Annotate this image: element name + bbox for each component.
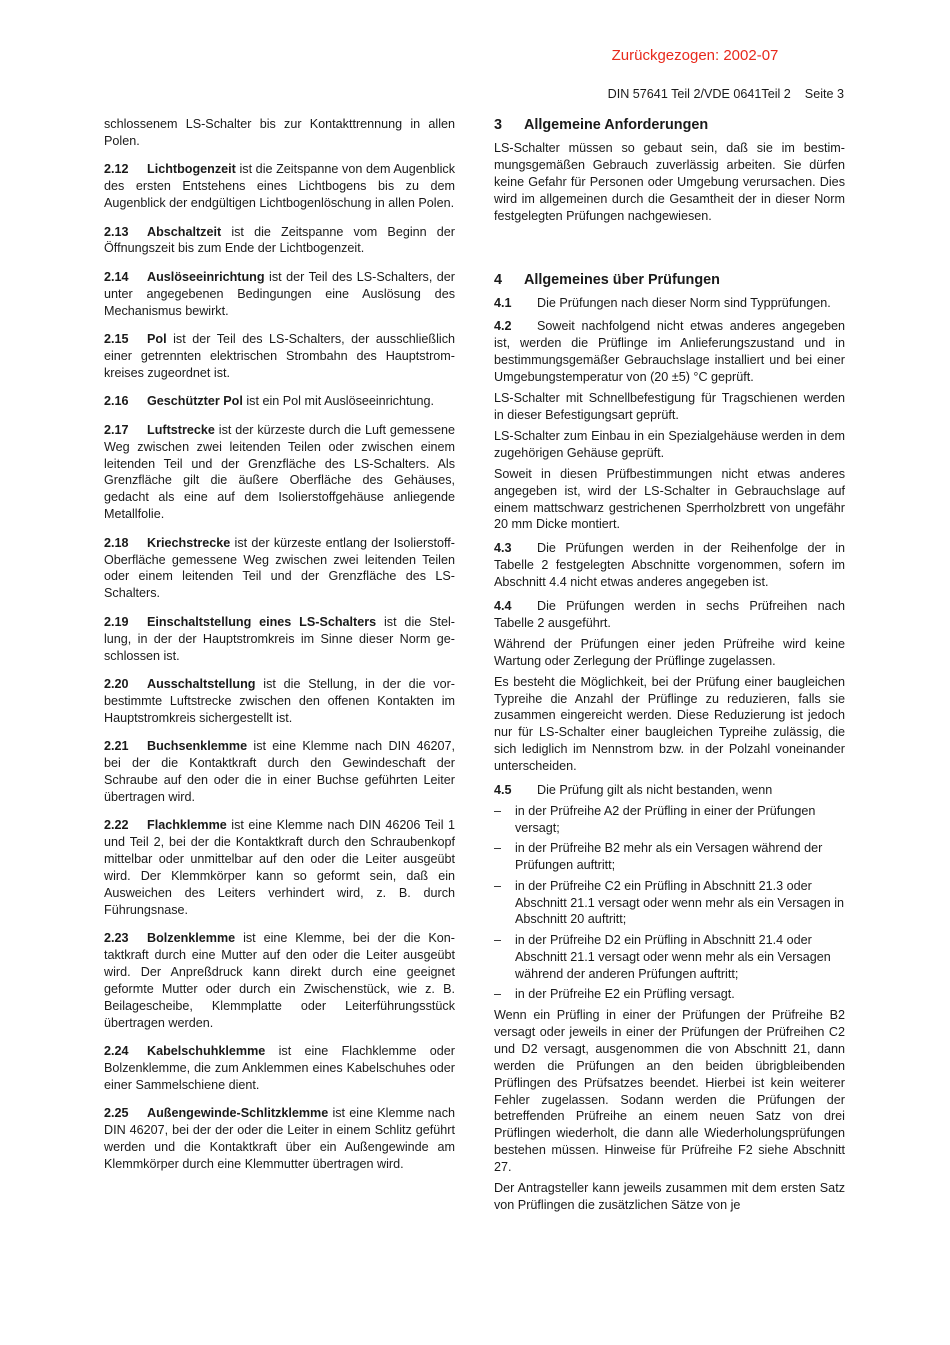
definition-2-21: 2.21 Buchsenklemme ist eine Klemme nach DIN 46207, bei der die Kontaktkraft durch den Gewindeschaft der Schraube auf den oder die in einer Buchse geführten Leiter übertragen wird. <box>104 739 455 804</box>
list-item: – in der Prüfreihe A2 der Prüfling in einer der Prüfungen versagt; <box>494 804 816 835</box>
clause-4-3: 4.3 Die Prüfungen werden in der Reihenfolge der in Tabelle 2 festgelegten Abschnitte vorgenommen, sofern im Abschnitt 4.4 nicht etwas anderes angegeben ist. <box>494 541 845 590</box>
clause-4-4-reduction: Es besteht die Möglichkeit, bei der Prüfung einer baugleichen Typreihe die Anzahl der Prüflinge zu reduzieren, falls sie zusammen eingereicht werden. Diese Reduzierung ist jedoch nur für LS-Schalter einer baugleichen Typreihe zulässig, die sich lediglich im Nennstrom bzw. in der Polzahl voneinander unterscheiden. <box>494 674 845 774</box>
section-3-text: LS-Schalter müssen so gebaut sein, daß sie im bestimmungsgemäßen Gebrauch zuverlässig arbeiten. Sie dürfen keine Gefahr für Personen oder Umgebung verursachen. Dies wird im allgemeinen durch die Gesamtheit der in dieser Norm festgelegten Prüfungen nachgewiesen. <box>494 141 845 223</box>
definition-2-16: 2.16 Geschützter Pol ist ein Pol mit Auslöseeinrichtung. <box>104 394 434 409</box>
clause-4-5: 4.5 Die Prüfung gilt als nicht bestanden, wenn <box>494 783 773 798</box>
definition-2-23: 2.23 Bolzenklemme ist eine Klemme, bei der die Kontaktkraft durch eine Mutter auf den oder die Leiter ausgeübt wird. Der Anpreßdruck kann direkt durch eine geeignet geformte Mutter oder durch ein Zwischenstück, wie z. B. Beilagescheibe, Klemmplatte oder Leiterführungsstück übertragen werden. <box>104 931 455 1030</box>
clause-4-4-maintenance: Während der Prüfungen einer jeden Prüfreihe wird keine Wartung oder Zerlegung der Prüflinge zugelassen. <box>494 636 845 668</box>
clause-4-2-rail: LS-Schalter mit Schnellbefestigung für Tragschienen werden in dieser Befestigungsart geprüft. <box>494 391 845 422</box>
list-item: – in der Prüfreihe D2 ein Prüfling in Abschnitt 21.4 oder Abschnitt 21.1 versagt oder wenn mehr als ein Versagen während der anderen Prüfungen auftritt; <box>494 932 831 981</box>
clause-4-2-housing: LS-Schalter zum Einbau in ein Spezialgehäuse werden in dem zugehörigen Gehäuse geprüft. <box>494 428 845 460</box>
clause-4-2-mounting: Soweit in diesen Prüfbestimmungen nicht etwas anderes angegeben ist, wird der LS-Schalter in Gebrauchslage auf einem mattschwarz gestrichenen Sperrholzbrett von ungefähr 20 mm Dicke montiert. <box>494 466 845 532</box>
definition-2-18: 2.18 Kriechstrecke ist der kürzeste entlang der Isolierstoff-Oberfläche gemessene Weg zwischen zwei leitenden Teilen oder einem leitenden Teil und der Grenzfläche des LS-Schalters. <box>104 535 455 601</box>
failure-conditions-list <box>494 803 845 1003</box>
section-3-heading: 3 Allgemeine Anforderungen <box>494 117 709 133</box>
definition-2-19: 2.19 Einschaltstellung eines LS-Schalters ist die Stellung, in der der Hauptstromkreis im Sinne dieser Norm geschlossen ist. <box>104 614 455 663</box>
clause-4-2: 4.2 Soweit nachfolgend nicht etwas anderes angegeben ist, werden die Prüflinge im Anlieferungszustand und in bestimmungsgemäßer Gebrauchslage installiert und bei einer Umgebungstemperatur von (20 ±5) °C geprüft. <box>494 319 845 385</box>
clause-4-5-repeat: Wenn ein Prüfling in einer der Prüfungen der Prüfreihe B2 versagt oder jeweils in einer der Prüfungen der Prüfreihen C2 und D2 versagt, ausgenommen die von Abschnitt 21, dann werden die Prüfungen an den beiden übrigbleibenden Prüflingen des Prüfsatzes beendet. Hierbei ist kein weiterer Fehler zugelassen. Sodann werden die Prüfungen der betreffenden Prüfreihe an einem neuen Satz von drei Prüflingen wiederholt, die dann alle Wiederholungsprüfungen bestehen müssen. Hinweise für Prüfreihe F2 siehe Abschnitt 27. <box>494 1007 845 1175</box>
list-item: – in der Prüfreihe B2 mehr als ein Versagen während der Prüfungen auftritt; <box>494 841 823 873</box>
list-item: – in der Prüfreihe C2 ein Prüfling in Abschnitt 21.3 oder Abschnitt 21.1 versagt oder wenn mehr als ein Versagen in Abschnitt 20 auftritt; <box>494 878 845 927</box>
list-item: – in der Prüfreihe E2 ein Prüfling versagt. <box>494 987 735 1002</box>
clause-4-1: 4.1 Die Prüfungen nach dieser Norm sind Typprüfungen. <box>494 295 831 310</box>
definition-2-20: 2.20 Ausschaltstellung ist die Stellung, in der die vorbestimmte Luftstrecke zwischen den offenen Kontakten im Hauptstromkreis sichergestellt ist. <box>104 676 455 725</box>
definition-2-15: 2.15 Pol ist der Teil des LS-Schalters, der ausschließlich einer getrennten elektrischen Strombahn des Hauptstromkreises zugeordnet ist. <box>104 332 455 380</box>
definition-2-24: 2.24 Kabelschuhklemme ist eine Flachklemme oder Bolzenklemme, die zum Anklemmen eines Kabelschuhes oder einer Sammelschiene dient. <box>104 1044 455 1092</box>
right-column <box>494 116 845 1218</box>
definition-2-13: 2.13 Abschaltzeit ist die Zeitspanne vom Beginn der Öffnungszeit bis zum Ende der Lichtbogenzeit. <box>104 224 455 256</box>
definition-2-25: 2.25 Außengewinde-Schlitzklemme ist eine Klemme nach DIN 46207, bei der der oder die Leiter in einem Schlitz geführt werden und die Kontaktkraft über ein Außengewinde am Klemmkörper durch eine Klemmutter übertragen wird. <box>104 1106 455 1172</box>
clause-4-5-applicant: Der Antragsteller kann jeweils zusammen mit dem ersten Satz von Prüflingen die zusätzlichen Sätze von je <box>494 1181 845 1212</box>
continued-paragraph: schlossenem LS-Schalter bis zur Kontakttrennung in allen Polen. <box>104 117 455 148</box>
withdrawn-stamp: Zurückgezogen: 2002-07 <box>611 47 779 64</box>
definition-2-14: 2.14 Auslöseeinrichtung ist der Teil des LS-Schalters, der unter angegebenen Bedingungen eine Auslösung des Mechanismus bewirkt. <box>104 269 455 318</box>
definition-2-17: 2.17 Luftstrecke ist der kürzeste durch die Luft gemessene Weg zwischen zwei leitenden Teilen oder zwischen einem leitenden Teil und der Grenzfläche des LS-Schalters. Als Grenzfläche gilt die äußere Oberfläche des Gehäuses, gedacht als eine auf dem Isolierstoffgehäuse anliegende Metallfolie. <box>104 422 455 522</box>
definition-2-22: 2.22 Flachklemme ist eine Klemme nach DIN 46206 Teil 1 und Teil 2, bei der die Kontaktkraft durch den Schraubenkopf mittelbar oder unmittelbar auf den oder die Leiter ausgeübt wird. Der Klemmkörper kann so geformt sein, daß ein Ausweichen des Leiters verhindert wird, z. B. durch Führungsnase. <box>104 818 455 917</box>
clause-4-4: 4.4 Die Prüfungen werden in sechs Prüfreihen nach Tabelle 2 ausgeführt. <box>494 599 845 630</box>
left-column <box>104 116 455 1185</box>
section-4-heading: 4 Allgemeines über Prüfungen <box>494 271 720 288</box>
definition-2-12: 2.12 Lichtbogenzeit ist die Zeitspanne von dem Augenblick des ersten Entstehens eines Lichtbogens bis zu dem Augenblick der endgültigen Lichtbogenlöschung in allen Polen. <box>104 162 455 211</box>
page-header: DIN 57641 Teil 2/VDE 0641Teil 2 Seite 3 <box>607 87 844 101</box>
